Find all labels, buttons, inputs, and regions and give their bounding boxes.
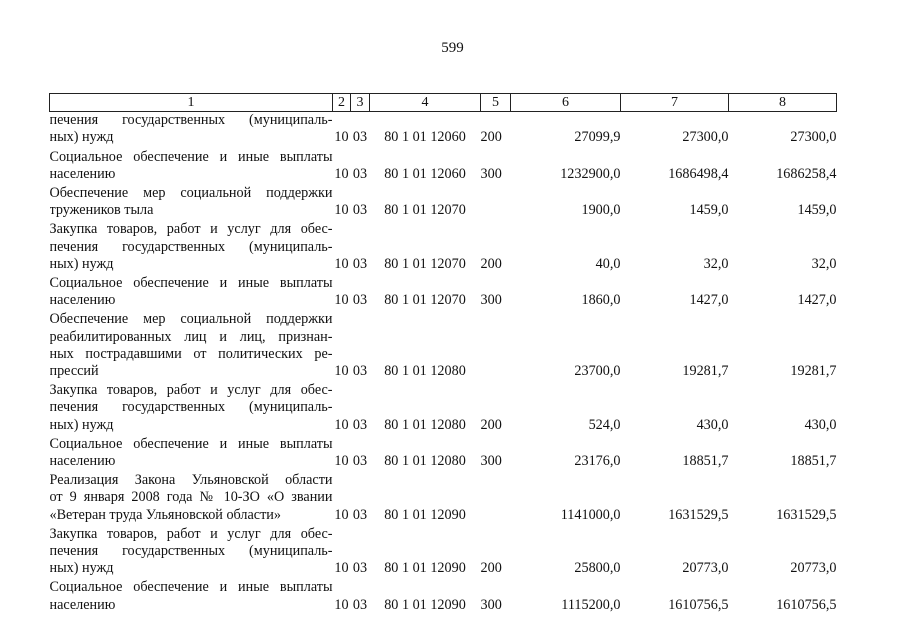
- row-description: [50, 436, 333, 472]
- target-article-code: 80 1 01 12060: [384, 129, 466, 146]
- amount-col-8: 1610756,5: [776, 596, 837, 613]
- amount-col-7: 1610756,5: [668, 596, 729, 613]
- amount-col-6: 1115200,0: [561, 596, 621, 613]
- column-header-4: 4: [370, 94, 481, 112]
- amount-col-8: 27300,0: [790, 129, 837, 146]
- description-line: тружеников тыла: [49, 202, 154, 219]
- section-code: 10: [334, 202, 349, 219]
- expense-type-code: [481, 472, 511, 526]
- description-line: Социальное обеспечение и иные выплаты: [49, 275, 333, 292]
- amount-col-7: 1631529,5: [668, 506, 729, 523]
- expense-type-code: 300: [480, 292, 502, 309]
- column-header-6: 6: [511, 94, 621, 112]
- description-line: Социальное обеспечение и иные выплаты: [49, 435, 333, 452]
- subsection-code: 03: [352, 363, 368, 380]
- amount-col-6: 23176,0: [574, 453, 621, 470]
- amount-col-6: 1141000,0: [560, 506, 621, 523]
- amount-col-8: 1427,0: [797, 292, 837, 309]
- description-line: от 9 января 2008 года № 10-ЗО «О звании: [49, 489, 333, 506]
- subsection-code: 03: [352, 202, 368, 219]
- amount-col-6: 25800,0: [574, 560, 621, 577]
- amount-col-6: 27099,9: [574, 129, 621, 146]
- row-description: [50, 382, 333, 436]
- row-description: [50, 275, 333, 311]
- amount-col-6: 40,0: [595, 255, 621, 272]
- subsection-code: 03: [352, 560, 368, 577]
- description-line: населению: [49, 596, 116, 613]
- subsection-code: 03: [352, 453, 368, 470]
- table-row: [50, 275, 837, 311]
- table-row: [50, 472, 837, 526]
- section-code: 10: [334, 255, 349, 272]
- row-description: [50, 472, 333, 526]
- expense-type-code: 300: [480, 596, 502, 613]
- subsection-code: 03: [352, 255, 368, 272]
- amount-col-7: 32,0: [703, 255, 729, 272]
- target-article-code: 80 1 01 12080: [384, 416, 466, 433]
- amount-col-7: 19281,7: [682, 363, 729, 380]
- row-description: [50, 112, 333, 149]
- column-header-3: 3: [351, 94, 370, 112]
- description-line: населению: [49, 453, 116, 470]
- expense-type-code: [481, 185, 511, 221]
- target-article-code: 80 1 01 12090: [384, 506, 466, 523]
- description-line: Закупка товаров, работ и услуг для обес-: [49, 525, 333, 542]
- section-code: 10: [334, 165, 349, 182]
- budget-table: [49, 93, 837, 616]
- subsection-code: 03: [352, 506, 368, 523]
- description-line: населению: [49, 165, 116, 182]
- amount-col-7: 1686498,4: [668, 165, 729, 182]
- amount-col-7: 20773,0: [682, 560, 729, 577]
- column-header-8: 8: [729, 94, 837, 112]
- description-line: Обеспечение мер социальной поддержки: [49, 311, 333, 328]
- amount-col-8: 20773,0: [790, 560, 837, 577]
- description-line: ных) нужд: [49, 129, 114, 146]
- amount-col-6: 1900,0: [581, 202, 621, 219]
- description-line: «Ветеран труда Ульяновской области»: [49, 506, 281, 523]
- description-line: ных) нужд: [49, 560, 114, 577]
- amount-col-7: 18851,7: [682, 453, 729, 470]
- section-code: 10: [334, 129, 349, 146]
- subsection-code: 03: [352, 416, 368, 433]
- target-article-code: 80 1 01 12060: [384, 165, 466, 182]
- target-article-code: 80 1 01 12090: [384, 596, 466, 613]
- expense-type-code: 200: [480, 255, 502, 272]
- amount-col-6: 1860,0: [581, 292, 621, 309]
- expense-type-code: 200: [480, 416, 502, 433]
- row-description: [50, 185, 333, 221]
- amount-col-8: 32,0: [811, 255, 837, 272]
- description-line: печения государственных (муниципаль-: [49, 399, 333, 416]
- section-code: 10: [334, 506, 349, 523]
- row-description: [50, 149, 333, 185]
- header-row: [50, 94, 837, 112]
- description-line: реабилитированных лиц и лиц, признан-: [49, 328, 333, 345]
- amount-col-6: 524,0: [588, 416, 621, 433]
- column-header-2: 2: [333, 94, 351, 112]
- row-description: [50, 221, 333, 275]
- table-row: [50, 382, 837, 436]
- description-line: ных пострадавшими от политических ре-: [49, 345, 333, 362]
- section-code: 10: [334, 596, 349, 613]
- target-article-code: 80 1 01 12070: [384, 255, 466, 272]
- description-line: Реализация Закона Ульяновской области: [49, 472, 333, 489]
- subsection-code: 03: [352, 165, 368, 182]
- description-line: Закупка товаров, работ и услуг для обес-: [49, 382, 333, 399]
- description-line: Обеспечение мер социальной поддержки: [49, 185, 333, 202]
- amount-col-7: 430,0: [696, 416, 729, 433]
- amount-col-7: 27300,0: [682, 129, 729, 146]
- table-row: [50, 311, 837, 382]
- target-article-code: 80 1 01 12080: [384, 363, 466, 380]
- target-article-code: 80 1 01 12070: [384, 292, 466, 309]
- target-article-code: 80 1 01 12090: [384, 560, 466, 577]
- description-line: Социальное обеспечение и иные выплаты: [49, 579, 333, 596]
- amount-col-7: 1459,0: [689, 202, 729, 219]
- table-row: [50, 149, 837, 185]
- description-line: ных) нужд: [49, 416, 114, 433]
- row-description: [50, 311, 333, 382]
- row-description: [50, 526, 333, 580]
- amount-col-6: 1232900,0: [560, 165, 621, 182]
- amount-col-8: 1459,0: [797, 202, 837, 219]
- page-number: 599: [441, 40, 464, 56]
- expense-type-code: [481, 311, 511, 382]
- row-description: [50, 579, 333, 615]
- description-line: прессий: [49, 363, 99, 380]
- table-row: [50, 112, 837, 149]
- description-line: ных) нужд: [49, 255, 114, 272]
- section-code: 10: [334, 560, 349, 577]
- amount-col-7: 1427,0: [689, 292, 729, 309]
- expense-type-code: 200: [480, 560, 502, 577]
- expense-type-code: 300: [480, 453, 502, 470]
- amount-col-8: 1686258,4: [776, 165, 837, 182]
- amount-col-8: 18851,7: [790, 453, 837, 470]
- table-body: [50, 112, 837, 616]
- expense-type-code: 200: [480, 129, 502, 146]
- table-row: [50, 526, 837, 580]
- amount-col-8: 19281,7: [790, 363, 837, 380]
- description-line: населению: [49, 292, 116, 309]
- section-code: 10: [334, 363, 349, 380]
- table-row: [50, 221, 837, 275]
- subsection-code: 03: [352, 129, 368, 146]
- table-row: [50, 579, 837, 615]
- column-header-7: 7: [621, 94, 729, 112]
- expense-type-code: 300: [480, 165, 502, 182]
- description-line: печения государственных (муниципаль-: [49, 238, 333, 255]
- description-line: Закупка товаров, работ и услуг для обес-: [49, 221, 333, 238]
- table-row: [50, 185, 837, 221]
- subsection-code: 03: [352, 596, 368, 613]
- target-article-code: 80 1 01 12080: [384, 453, 466, 470]
- section-code: 10: [334, 416, 349, 433]
- column-header-1: 1: [50, 94, 333, 112]
- description-line: Социальное обеспечение и иные выплаты: [49, 148, 333, 165]
- table-row: [50, 436, 837, 472]
- description-line: печения государственных (муниципаль-: [49, 543, 333, 560]
- column-header-5: 5: [481, 94, 511, 112]
- subsection-code: 03: [352, 292, 368, 309]
- section-code: 10: [334, 453, 349, 470]
- amount-col-8: 1631529,5: [776, 506, 837, 523]
- section-code: 10: [334, 292, 349, 309]
- amount-col-8: 430,0: [804, 416, 837, 433]
- amount-col-6: 23700,0: [574, 363, 621, 380]
- target-article-code: 80 1 01 12070: [384, 202, 466, 219]
- description-line: печения государственных (муниципаль-: [49, 112, 333, 129]
